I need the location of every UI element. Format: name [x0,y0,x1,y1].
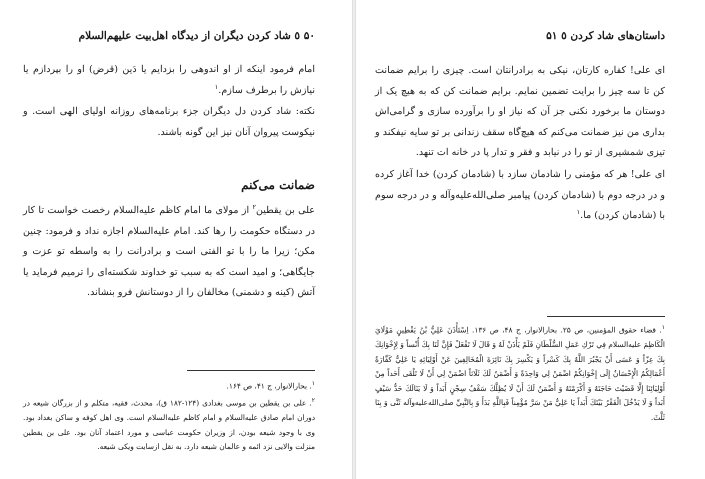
footnote: $^۱$. بحارالانوار، ج ۴۱، ص ۱۶۴. [226,380,315,391]
footnote-marker[interactable]: ۱ [214,82,219,91]
left-paragraph-1-text: امام فرمود اینکه از او اندوهی را بزدایم یا دَین (قرض) او را بپردازم یا نیازش را برطرف سازم. [23,64,315,96]
right-paragraph-2-text: ای علی! هر که مؤمنی را شادمان سازد با (شادمان کردن) خدا آغاز کرده و در درجه دوم با (شادمان کردن) پیامبر صلی‌الله‌علیه‌وآله و در درجه سوم با (شادمان کردن) ما. [375,168,665,222]
footnote-marker[interactable]: ۲ [252,202,256,211]
footnote-marker[interactable]: ۱ [576,207,581,216]
right-paragraph-2 [375,165,665,227]
footnote-text: قضاء حقوق المؤمنین، ص ۲۵. بحارالانوار، ج ۴۸، ص ۱۳۶. اِسْتَأْذَنَ عَلِيُّ بْنُ يَقْطِينٍ مَوْلَايَ الْكَاظِمَ عليه‌السلام فِي تَرْكِ عَمَلِ السُّلْطَانِ فَلَمْ يَأْذَنْ لَهُ وَ قَالَ لَا تَفْعَلْ فَإِنَّ لَنَا بِكَ أُنْساً وَ لِإِخْوَانِكَ بِكَ عِزّاً وَ عَسَى أَنْ يَجْبُرَ اللَّهُ بِكَ كَسْراً وَ يَكْسِرَ بِكَ نَائِرَةَ الْمُخَالِفِينَ عَنْ أَوْلِيَائِهِ يَا عَلِيُّ كَفَّارَةُ أَعْمَالِكُمُ الْإِحْسَانُ إِلَى إِخْوَانِكُمْ اضْمَنْ لِي وَاحِدَةً وَ أَضْمَنُ لَكَ ثَلَاثاً اضْمَنْ لِي أَنْ لَا تَلْقَى أَحَداً مِنْ أَوْلِيَائِنَا إِلَّا قَضَيْتَ حَاجَتَهُ وَ أَكْرَمْتَهُ وَ أَضْمَنُ لَكَ أَنْ لَا يُظِلَّكَ سَقْفُ سِجْنٍ أَبَداً وَ لَا يَنَالَكَ حَدُّ سَيْفٍ أَبَداً وَ لَا يَدْخُلَ الْفَقْرُ بَيْتَكَ أَبَداً يَا عَلِيُّ مَنْ سَرَّ مُؤْمِناً فَبِاللَّهِ بَدَأَ وَ بِالنَّبِيِّ صلی‌الله‌علیه‌وآله ثَنَّى وَ بِنَا ثَلَّثَ. [375,325,665,423]
footnote-text: علی بن یقطین بن موسی بغدادی (۱۲۴-۱۸۲ ق)، محدث، فقیه، متکلم و از بزرگان شیعه در دوران امام صادق علیه‌السلام و امام کاظم علیه‌السلام است. وی اهل کوفه و ساکن بغداد بود. وی با وجود شیعه بودن، از وزیران حکومت عباسی و مورد اعتماد آنان بود. علی بن یقطین منزلت والایی نزد ائمه و عالمان شیعه دارد. به نقل ازسایت ویکی شیعه. [23,398,315,452]
left-page [0,0,352,479]
right-paragraph-1: ای علی! کفاره کارتان، نیکی به برادرانتان است. چیزی را برایم ضمانت کن تا سه چیز را برایت تضمین نمایم. برایم ضمانت کن که به هیچ یک از دوستان ما برخورد نکنی جز آن که نیاز او را برآورده سازی و گرامی‌اش بداری من نیز ضمانت می‌کنم که هیچ‌گاه سقف زندانی بر تو سایه نیفکند و تیزی شمشیری از تو را در نیابد و فقر و تدار پا در خانه ات تنهد. [375,65,665,159]
left-paragraph-1 [23,60,315,101]
footnote-text: بحارالانوار، ج ۴۱، ص ۱۶۴. [226,381,308,391]
footnote-divider [187,370,315,371]
right-body-top [375,61,665,228]
left-footnotes [23,377,315,455]
left-running-head: ۵۰ ٥ شاد کردن دیگران از دیدگاه اهل‌بیت علیهم‌السلام [78,30,315,42]
footnote-number: ۱ [661,324,666,331]
left-paragraph-3-text-a: علی بن یقطین [255,205,316,216]
right-footnotes [375,321,665,426]
footnote-divider [547,316,665,317]
left-paragraph-3-text-b: از مولای ما امام کاظم علیه‌السلام رخصت خواست تا کار در دستگاه حکومت را رها کند. امام علیه‌السلام اجازه نداد و فرمود: چنین مکن؛ زیرا ما را با تو الفتی است و برادرانت را به واسطه تو عزت و جایگاهی؛ و امید است که به سبب تو خداوند شکسته‌ای را ترمیم فرماید یا آتش (کینه و دشمنی) مخالفان را از دوستانش فرو بنشاند. [23,205,315,299]
right-page [356,0,705,479]
footnote-number: ۱ [311,380,315,387]
left-body-top [23,60,315,144]
footnote-number: ۲ [311,397,315,405]
left-paragraph-2: نکته: شاد کردن دل دیگران جزء برنامه‌های روزانه اولیای الهی است. و نیکوست پیروان آنان نیز این گونه باشند. [23,106,315,138]
footnote: $^۲$. علی بن یقطین بن موسی بغدادی (۱۲۴-۱۸۲ ق)، محدث، فقیه، متکلم و از بزرگان شیعه در دوران امام صادق علیه‌السلام و امام کاظم علیه‌السلام است. وی اهل کوفه و ساکن بغداد بود. وی با وجود شیعه بودن، از وزیران حکومت عباسی و مورد اعتماد آنان بود. علی بن یقطین منزلت والایی نزد ائمه و عالمان شیعه دارد. به نقل ازسایت ویکی شیعه. [23,397,315,452]
left-paragraph-3 [23,201,315,304]
footnote: $^۱$. قضاء حقوق المؤمنین، ص ۲۵. بحارالانوار، ج ۴۸، ص ۱۳۶. اِسْتَأْذَنَ عَلِيُّ بْنُ يَقْطِينٍ مَوْلَايَ الْكَاظِمَ عليه‌السلام فِي تَرْكِ عَمَلِ السُّلْطَانِ فَلَمْ يَأْذَنْ لَهُ وَ قَالَ لَا تَفْعَلْ فَإِنَّ لَنَا بِكَ أُنْساً وَ لِإِخْوَانِكَ بِكَ عِزّاً وَ عَسَى أَنْ يَجْبُرَ اللَّهُ بِكَ كَسْراً وَ يَكْسِرَ بِكَ نَائِرَةَ الْمُخَالِفِينَ عَنْ أَوْلِيَائِهِ يَا عَلِيُّ كَفَّارَةُ أَعْمَالِكُمُ الْإِحْسَانُ إِلَى إِخْوَانِكُمْ اضْمَنْ لِي وَاحِدَةً وَ أَضْمَنُ لَكَ ثَلَاثاً اضْمَنْ لِي أَنْ لَا تَلْقَى أَحَداً مِنْ أَوْلِيَائِنَا إِلَّا قَضَيْتَ حَاجَتَهُ وَ أَكْرَمْتَهُ وَ أَضْمَنُ لَكَ أَنْ لَا يُظِلَّكَ سَقْفُ سِجْنٍ أَبَداً وَ لَا يَنَالَكَ حَدُّ سَيْفٍ أَبَداً وَ لَا يَدْخُلَ الْفَقْرُ بَيْتَكَ أَبَداً يَا عَلِيُّ مَنْ سَرَّ مُؤْمِناً فَبِاللَّهِ بَدَأَ وَ بِالنَّبِيِّ صلی‌الله‌علیه‌وآله ثَنَّى وَ بِنَا ثَلَّثَ. [375,324,666,423]
right-running-head: داستان‌های شاد کردن ٥ ۵۱ [546,30,665,42]
left-body-second [23,201,315,305]
section-heading: ضمانت می‌کنم [241,178,315,192]
